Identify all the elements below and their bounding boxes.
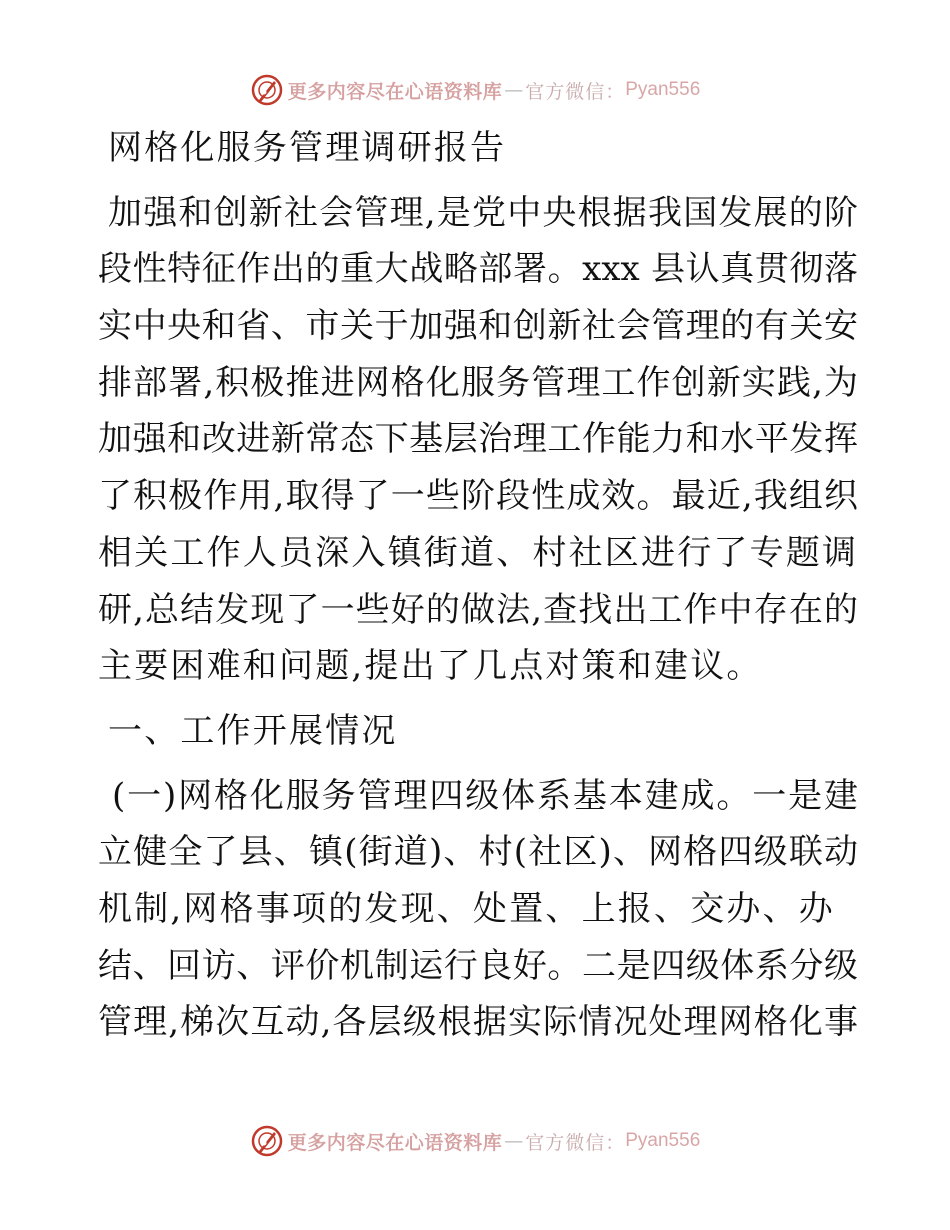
watermark-wechat-label: 官方微信： — [525, 1131, 626, 1154]
paragraph-line: 段性特征作出的重大战略部署。xxx 县认真贯彻落 — [98, 249, 858, 290]
paragraph-line: 实中央和省、市关于加强和创新社会管理的有关安 — [98, 306, 858, 347]
paragraph-line: 研,总结发现了一些好的做法,查找出工作中存在的 — [98, 589, 858, 630]
paragraph-line: (一)网格化服务管理四级体系基本建成。一是建 — [112, 775, 858, 816]
watermark-separator: — — [504, 79, 524, 101]
quill-logo-icon — [250, 1124, 284, 1158]
paragraph-line: 机制,网格事项的发现、处置、上报、交办、办 — [98, 888, 836, 929]
paragraph-line: 立健全了县、镇(街道)、村(社区)、网格四级联动 — [98, 832, 858, 873]
paragraph-line: 管理,梯次互动,各层级根据实际情况处理网格化事 — [98, 1002, 858, 1043]
header-watermark — [0, 70, 950, 110]
paragraph-line: 了积极作用,取得了一些阶段性成效。最近,我组织 — [98, 476, 858, 517]
paragraph-line: 相关工作人员深入镇街道、村社区进行了专题调 — [98, 532, 859, 573]
document-body — [98, 120, 858, 1051]
watermark-wechat-id: Pyan556 — [625, 1130, 701, 1151]
watermark-wechat-label: 官方微信： — [525, 80, 626, 103]
quill-logo-icon — [250, 73, 284, 107]
paragraph-line: 加强和创新社会管理,是党中央根据我国发展的阶 — [108, 192, 858, 233]
watermark-wechat-id: Pyan556 — [625, 79, 701, 100]
footer-watermark — [0, 1121, 950, 1161]
paragraph-intro — [98, 185, 858, 695]
paragraph-line: 加强和改进新常态下基层治理工作能力和水平发挥 — [98, 419, 858, 460]
paragraph-line: 排部署,积极推进网格化服务管理工作创新实践,为 — [98, 362, 858, 403]
watermark-separator: — — [504, 1130, 524, 1152]
paragraph-section1 — [98, 768, 858, 1051]
watermark-site-text: 更多内容尽在心语资料库 — [287, 1131, 503, 1154]
watermark-site-text: 更多内容尽在心语资料库 — [287, 80, 503, 103]
section-heading: 一、工作开展情况 — [108, 710, 398, 751]
document-title: 网格化服务管理调研报告 — [108, 128, 507, 168]
paragraph-line: 主要困难和问题,提出了几点对策和建议。 — [98, 646, 763, 687]
paragraph-line: 结、回访、评价机制运行良好。二是四级体系分级 — [98, 945, 858, 986]
